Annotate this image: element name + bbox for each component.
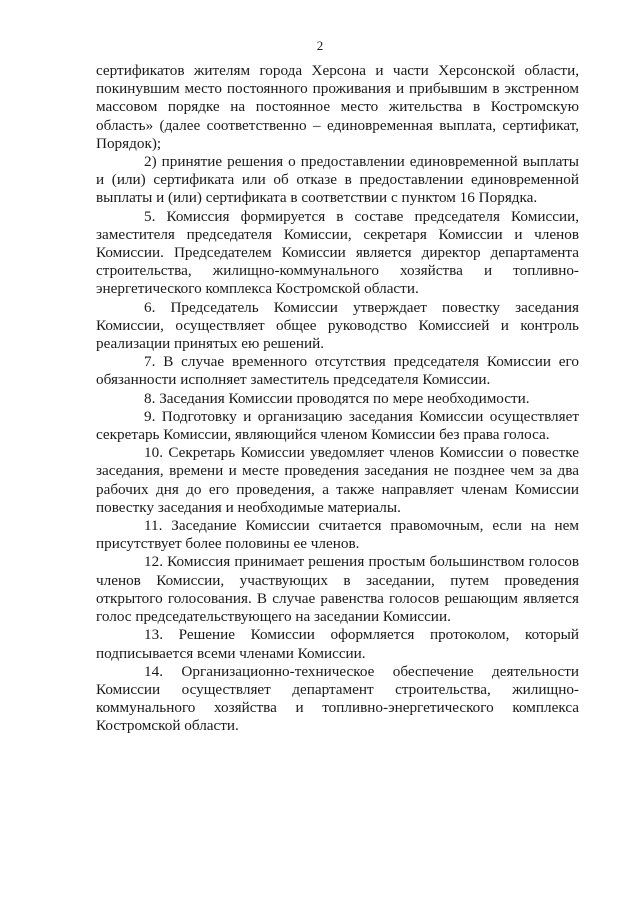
paragraph-8: 8. Заседания Комиссии проводятся по мере необходимости.: [144, 389, 530, 407]
document-body: [96, 62, 579, 736]
paragraph-12: 12. Комиссия принимает решения простым большинством голосов членов Комиссии, участвующих в заседании, путем проведения открытого голосования. В случае равенства голосов решающим является голос председательствующего на заседании Комиссии.: [96, 553, 579, 626]
paragraph-9: 9. Подготовку и организацию заседания Комиссии осуществляет секретарь Комиссии, являющийся членом Комиссии без права голоса.: [96, 407, 579, 444]
paragraph-13: 13. Решение Комиссии оформляется протоколом, который подписывается всеми членами Комиссии.: [96, 626, 579, 662]
paragraph-6: 6. Председатель Комиссии утверждает повестку заседания Комиссии, осуществляет общее руководство Комиссией и контроль реализации принятых ею решений.: [96, 298, 579, 353]
paragraph-11: 11. Заседание Комиссии считается правомочным, если на нем присутствует более половины ее членов.: [96, 517, 579, 553]
paragraph-10: 10. Секретарь Комиссии уведомляет членов Комиссии о повестке заседания, времени и месте проведения заседания не позднее чем за два рабочих дня до его проведения, а также направляет членам Комиссии повестку заседания и необходимые материалы.: [96, 444, 579, 516]
paragraph-14: 14. Организационно-техническое обеспечение деятельности Комиссии осуществляет департамент строительства, жилищно-коммунального хозяйства и топливно-энергетического комплекса Костромской области.: [96, 662, 579, 735]
paragraph-7: 7. В случае временного отсутствия председателя Комиссии его обязанности исполняет заместитель председателя Комиссии.: [96, 353, 579, 389]
page-number: 2: [316, 38, 324, 53]
paragraph-5: 5. Комиссия формируется в составе председателя Комиссии, заместителя председателя Комиссии, секретаря Комиссии и членов Комиссии. Председателем Комиссии является директор департамента строительства, жилищно-коммунального хозяйства и топливно-энергетического комплекса Костромской области.: [96, 207, 579, 298]
paragraph-continuation: сертификатов жителям города Херсона и части Херсонской области, покинувшим место постоянного проживания и прибывшим в экстренном массовом порядке на постоянное место жительства в Костромскую область» (далее соответственно – единовременная выплата, сертификат, Порядок);: [96, 62, 579, 152]
paragraph-item-2: 2) принятие решения о предоставлении единовременной выплаты и (или) сертификата или об отказе в предоставлении единовременной выплаты и (или) сертификата в соответствии с пунктом 16 Порядка.: [96, 153, 579, 207]
